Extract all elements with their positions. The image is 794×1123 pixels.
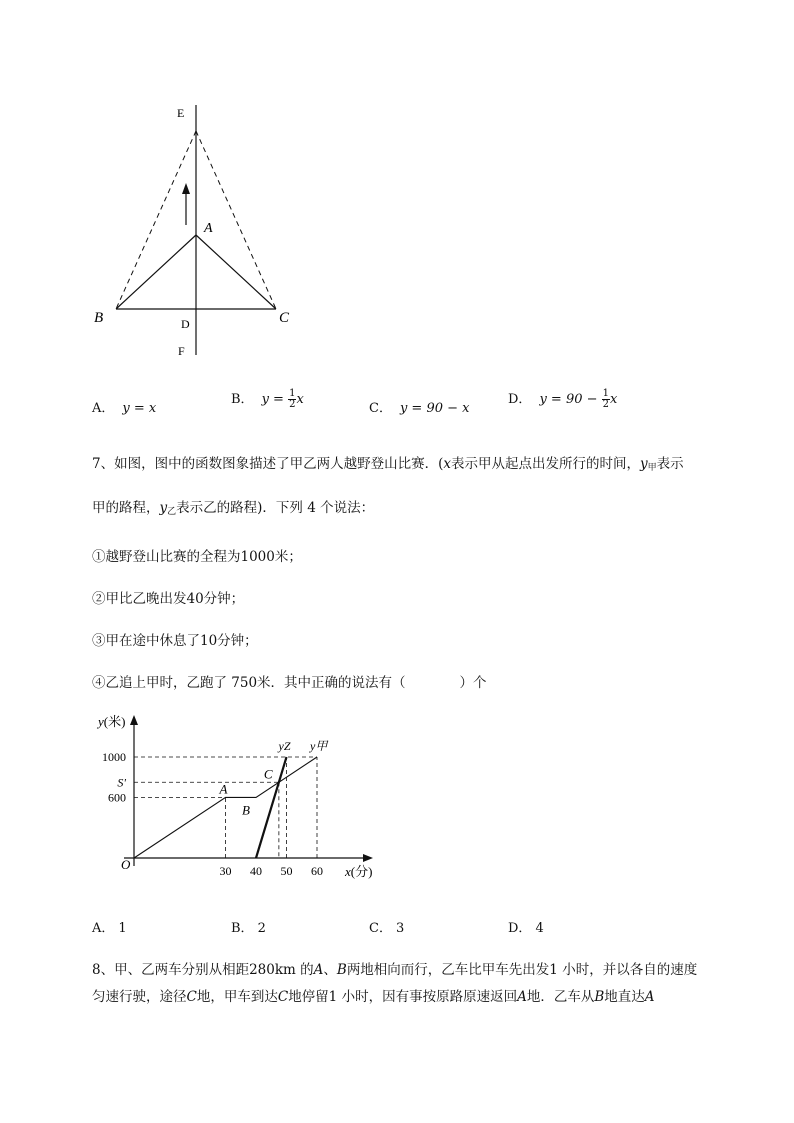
dashed-line-ec <box>196 131 276 309</box>
label-c: C <box>279 310 290 326</box>
side-ab <box>116 235 196 309</box>
label-d: D <box>181 317 190 331</box>
q7-line-1: 7、如图，图中的函数图象描述了甲乙两人越野登山比赛．(x表示甲从起点出发所行的时间，$y_甲$表示 <box>92 456 684 473</box>
q6-option-b[interactable]: B． y = $\frac{1}{2}$ x <box>231 388 304 410</box>
point-label-b: B <box>242 802 250 818</box>
label-e: E <box>177 106 185 120</box>
x-tick-label-60: 60 <box>311 864 323 878</box>
race-chart <box>90 710 390 890</box>
label-f: F <box>178 344 185 358</box>
fraction-half: $\frac{1}{2}$ <box>602 388 610 410</box>
x-axis-label: x(分) <box>345 864 373 879</box>
q7-line-2: 甲的路程，$y_乙$表示乙的路程)．下列 4 个说法： <box>92 500 375 517</box>
y-axis-label: y(米) <box>98 714 126 729</box>
arrow-up-icon <box>182 183 190 194</box>
y-axis-arrow-icon <box>130 715 138 725</box>
q7-statement-4: ④乙追上甲时，乙跑了 750米．其中正确的说法有（ ）个 <box>92 675 487 691</box>
point-label-a: A <box>219 781 228 797</box>
q7-statement-3: ③甲在途中休息了10分钟； <box>92 633 258 649</box>
x-tick-label-50: 50 <box>280 864 293 878</box>
q6-option-a[interactable]: A． y = x <box>92 401 157 416</box>
series-label-yi: yZ <box>278 739 291 753</box>
x-tick-label-30: 30 <box>219 864 232 878</box>
q7-option-a[interactable]: A． 1 <box>92 921 127 936</box>
origin-label: O <box>121 857 131 872</box>
q7-option-c[interactable]: C． 3 <box>369 921 405 936</box>
dashed-line-eb <box>116 131 196 309</box>
label-b: B <box>94 310 104 326</box>
q6-option-c[interactable]: C． y = 90 − x <box>369 401 470 416</box>
x-axis-arrow-icon <box>363 854 373 862</box>
side-ac <box>196 235 276 309</box>
q6-option-d[interactable]: D． y = 90 − $\frac{1}{2}$ x <box>508 388 618 410</box>
series-label-jia: y甲 <box>310 739 328 753</box>
y-tick-label-750: S' <box>117 775 126 790</box>
q7-statement-2: ②甲比乙晚出发40分钟； <box>92 591 245 607</box>
y-tick-label-1000: 1000 <box>102 750 126 764</box>
q7-option-b[interactable]: B． 2 <box>231 921 266 936</box>
q8-line-2: 匀速行驶，途径C地，甲车到达C地停留1 小时，因有事按原路原速返回A地．乙车从B地直达A <box>92 989 655 1005</box>
q8-line-1: 8、甲、乙两车分别从相距280km 的A、B两地相向而行，乙车比甲车先出发1 小时，并以各自的速度 <box>92 962 698 978</box>
y-tick-label-600: 600 <box>108 790 126 805</box>
label-a: A <box>204 221 213 236</box>
triangle-figure <box>80 95 320 365</box>
fraction-half: $\frac{1}{2}$ <box>289 388 296 410</box>
point-label-c: C <box>263 766 273 782</box>
x-tick-label-40: 40 <box>250 864 262 878</box>
q7-statement-1: ①越野登山比赛的全程为1000米； <box>92 549 302 565</box>
q7-option-d[interactable]: D． 4 <box>508 921 544 936</box>
